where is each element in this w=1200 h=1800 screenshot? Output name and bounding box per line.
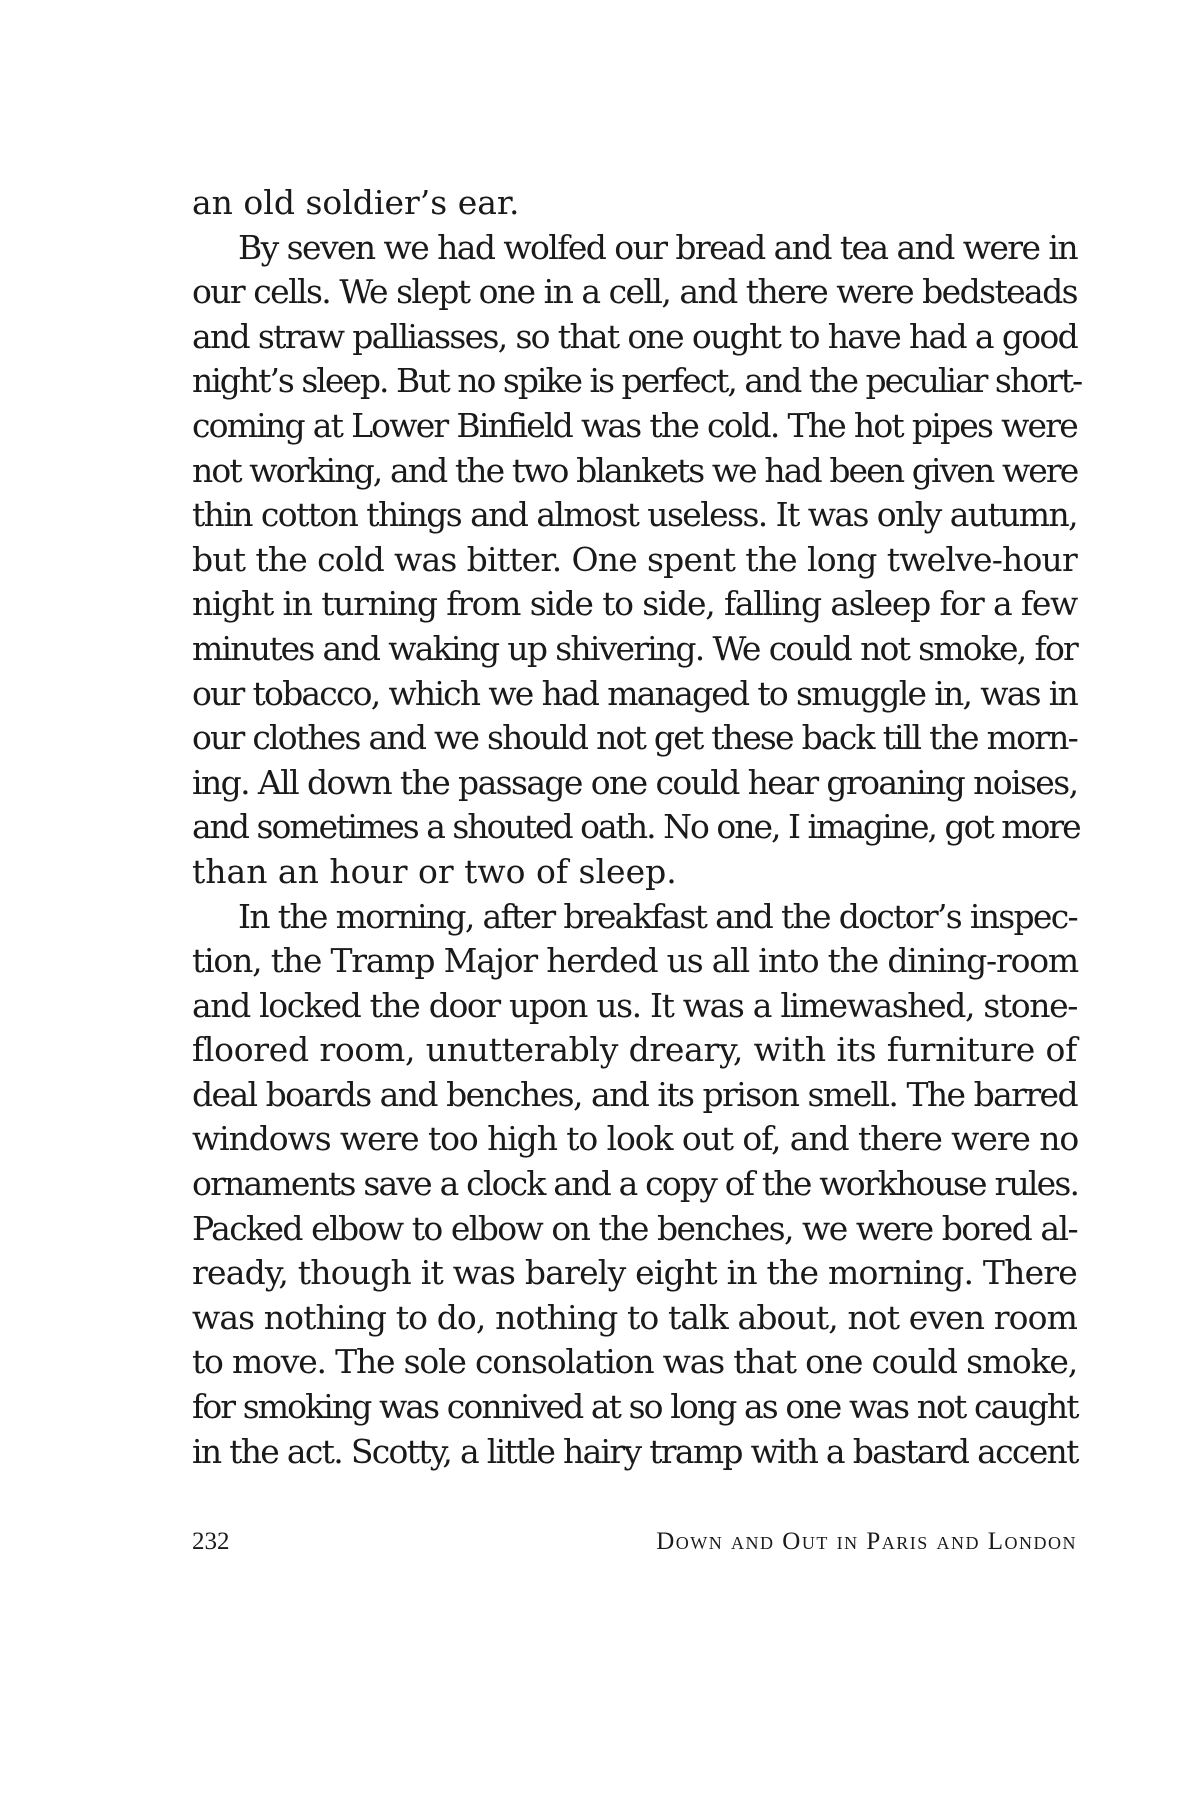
text-line: and locked the door upon us. It was a limewashed, stone- bbox=[192, 985, 1077, 1025]
text-line: night in turning from side to side, falling asleep for a few bbox=[192, 584, 1077, 624]
text-line: tion, the Tramp Major herded us all into the dining-room bbox=[192, 941, 1078, 981]
text-line: for smoking was connived at so long as one was not caught bbox=[192, 1387, 1078, 1427]
text-line: windows were too high to look out of, and there were no bbox=[192, 1119, 1079, 1159]
paragraph-first-line: By seven we had wolfed our bread and tea and were in bbox=[238, 227, 1077, 267]
text-line: our cells. We slept one in a cell, and there were bedsteads bbox=[192, 272, 1077, 312]
text-line: not working, and the two blankets we had been given were bbox=[192, 450, 1078, 490]
paragraph-first-line: In the morning, after breakfast and the doctor’s inspec- bbox=[238, 896, 1077, 936]
paragraph-last-line: than an hour or two of sleep. bbox=[192, 851, 677, 891]
text-line: minutes and waking up shivering. We could not smoke, for bbox=[192, 628, 1077, 668]
text-line: and sometimes a shouted oath. No one, I imagine, got more bbox=[192, 807, 1080, 847]
page-footer bbox=[192, 1527, 1077, 1557]
text-line: our tobacco, which we had managed to smuggle in, was in bbox=[192, 673, 1077, 713]
text-line: floored room, unutterably dreary, with its furniture of bbox=[192, 1030, 1077, 1070]
body-text bbox=[192, 181, 1082, 1474]
text-line: was nothing to do, nothing to talk about, not even room bbox=[192, 1297, 1077, 1337]
text-line: deal boards and benches, and its prison smell. The barred bbox=[192, 1074, 1077, 1114]
text-line: Packed elbow to elbow on the benches, we were bored al- bbox=[192, 1208, 1077, 1248]
text-line: ready, though it was barely eight in the morning. There bbox=[192, 1253, 1077, 1293]
text-line: our clothes and we should not get these back till the morn- bbox=[192, 718, 1077, 758]
text-line: in the act. Scotty, a little hairy tramp with a bastard accent bbox=[192, 1431, 1078, 1471]
page-number: 232 bbox=[192, 1528, 230, 1555]
text-line: but the cold was bitter. One spent the long twelve-hour bbox=[192, 539, 1077, 579]
running-head-title: Down and Out in Paris and London bbox=[656, 1528, 1077, 1555]
text-line: thin cotton things and almost useless. It was only autumn, bbox=[192, 495, 1077, 535]
text-line: to move. The sole consolation was that one could smoke, bbox=[192, 1342, 1077, 1382]
text-line: an old soldier’s ear. bbox=[192, 183, 520, 222]
text-line: ing. All down the passage one could hear groaning noises, bbox=[192, 762, 1078, 802]
text-line: and straw palliasses, so that one ought to have had a good bbox=[192, 316, 1077, 356]
text-line: coming at Lower Binfield was the cold. The hot pipes were bbox=[192, 405, 1077, 445]
text-line: ornaments save a clock and a copy of the workhouse rules. bbox=[192, 1164, 1079, 1204]
text-line: night’s sleep. But no spike is perfect, and the peculiar short- bbox=[192, 361, 1082, 401]
